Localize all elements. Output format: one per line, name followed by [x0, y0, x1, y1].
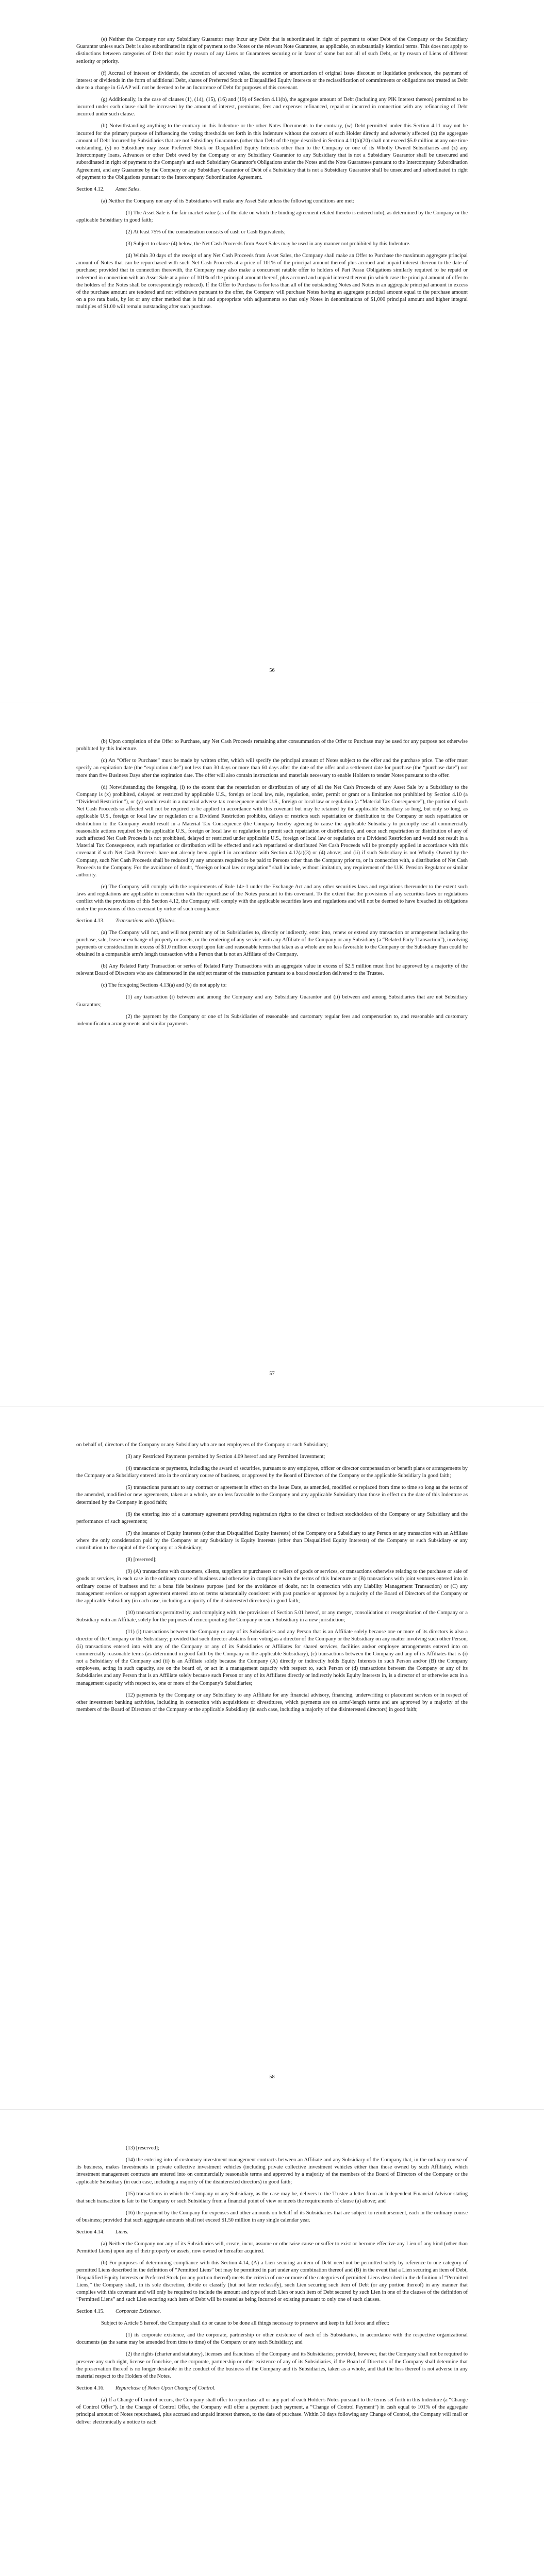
section-title: Repurchase of Notes Upon Change of Control. [116, 2385, 216, 2392]
page-59-body [76, 2145, 468, 2431]
page-57 [0, 703, 544, 1406]
section-number: Section 4.15. [76, 2309, 105, 2315]
paragraph: (g) Additionally, in the case of clauses (1), (14), (15), (16) and (19) of Section 4.11(b), the aggregate amount of Debt (including any PIK Interest thereon) permitted to be incurred under each clause shall be increased by the amount of interest, premiums, fees and expenses refinanced, repaid or incurred in connection with any refinancing of Debt incurred under such clause. [76, 97, 468, 117]
page-56-body [76, 36, 468, 315]
paragraph: (1) The Asset Sale is for fair market value (as of the date on which the binding agreement related thereto is entered into), as determined by the Company or the applicable Subsidiary in good faith; [76, 210, 468, 224]
paragraph: (c) The foregoing Sections 4.13(a) and (b) do not apply to: [101, 982, 227, 989]
paragraph: (4) transactions or payments, including the award of securities, pursuant to any employee, officer or director compensation or benefit plans or arrangements by the Company or a Subsidiary entered into in the ordinary course of business, or approved by the Board of Directors of the Company or the applicable Subsidiary in good faith; [76, 1466, 468, 1479]
paragraph: (6) the entering into of a customary agreement providing registration rights to the direct or indirect stockholders of the Company or any Subsidiary and the performance of such agreements; [76, 1511, 468, 1524]
section-number: Section 4.12. [76, 186, 105, 192]
section-heading [76, 186, 468, 193]
paragraph: (15) transactions in which the Company or any Subsidiary, as the case may be, delivers to the Trustee a letter from an Independent Financial Advisor stating that such transaction is fair to the Company or such Subsidiary from a financial point of view or meets the requirements of clause (a) above; and [76, 2191, 468, 2204]
section-number: Section 4.16. [76, 2385, 105, 2392]
paragraph: (e) The Company will comply with the requirements of Rule 14e-1 under the Exchange Act and any other securities laws and regulations thereunder to the extent such laws and regulations are applicable in connection with the repurchase of the Notes pursuant to this covenant. To the extent that the provisions of any securities laws or regulations conflict with the provisions of this Section 4.12, the Company will comply with the applicable securities laws and regulations and will not be deemed to have breached its obligations under the provisions of this covenant by virtue of such compliance. [76, 884, 468, 912]
paragraph: (10) transactions permitted by, and complying with, the provisions of Section 5.01 hereof, or any merger, consolidation or reorganization of the Company or a Subsidiary with an Affiliate, solely for the purposes of reincorporating the Company or such Subsidiary in a new jurisdiction; [76, 1610, 468, 1623]
paragraph: (b) Upon completion of the Offer to Purchase, any Net Cash Proceeds remaining after consummation of the Offer to Purchase may be used for any purpose not otherwise prohibited by this Indenture. [76, 739, 468, 752]
paragraph: (a) Neither the Company nor any of its Subsidiaries will, create, incur, assume or otherwise cause or suffer to exist or become effective any Lien of any kind (other than Permitted Liens) upon any of their property or assets, now owned or hereafter acquired. [76, 2241, 468, 2255]
paragraph: (16) the payment by the Company for expenses and other amounts on behalf of its Subsidiaries that are subject to reimbursement, each in the ordinary course of business; provided that such aggregate amounts shall not exceed $1.50 million in any single calendar year. [76, 2210, 468, 2224]
section-number: Section 4.13. [76, 918, 105, 924]
paragraph: (2) At least 75% of the consideration consists of cash or Cash Equivalents; [126, 229, 286, 235]
paragraph: (1) any transaction (i) between and among the Company and any Subsidiary Guarantor and (ii) between and among Subsidiaries that are not Subsidiary Guarantors; [76, 994, 468, 1008]
paragraph: (14) the entering into of customary investment management contracts between an Affiliate and any Subsidiary of the Company that, in the ordinary course of its business, makes Investments in private collective investment vehicles (including private collective investment vehicles either than those owned by such Affiliate), which investment management contracts are entered into on commercially reasonable terms and approved by a majority of the members of the Board of Directors of the Company or the applicable Subsidiary (in each case, including a majority of the disinterested directors) in good faith; [76, 2157, 468, 2185]
paragraph: Subject to Article 5 hereof, the Company shall do or cause to be done all things necessary to preserve and keep in full force and effect: [101, 2320, 389, 2327]
paragraph: (c) An “Offer to Purchase” must be made by written offer, which will specify the principal amount of Notes subject to the offer and the purchase price. The offer must specify an expiration date (the “expiration date”) not less than 30 days or more than 60 days after the date of the offer and a settlement date for purchase (the “purchase date”) not more than five Business Days after the expiration date. The offer will also contain instructions and materials necessary to enable Holders to tender Notes pursuant to the offer. [76, 758, 468, 778]
paragraph: (a) Neither the Company nor any of its Subsidiaries will make any Asset Sale unless the following conditions are met: [101, 198, 354, 204]
section-number: Section 4.14. [76, 2229, 105, 2235]
page-58 [0, 1406, 544, 2110]
page-number: 57 [269, 1371, 275, 1377]
paragraph: (3) Subject to clause (4) below, the Net Cash Proceeds from Asset Sales may be used in any manner not prohibited by this Indenture. [126, 241, 410, 247]
paragraph: (13) [reserved]; [126, 2145, 159, 2151]
paragraph: (f) Accrual of interest or dividends, the accretion of accreted value, the accretion or amortization of original issue discount or liquidation preference, the payment of interest or dividends in the form of additional Debt, shares of Preferred Stock or Disqualified Equity Interests or the reclassification of commitments or obligations not treated as Debt due to a change in GAAP will not be deemed to be an Incurrence of Debt for purposes of this covenant. [76, 70, 468, 91]
paragraph: (1) its corporate existence, and the corporate, partnership or other existence of each of its Subsidiaries, in accordance with the respective organizational documents (as the same may be amended from time to time) of the Company or any such Subsidiary; and [76, 2332, 468, 2346]
paragraph: (4) Within 30 days of the receipt of any Net Cash Proceeds from Asset Sales, the Company shall make an Offer to Purchase the maximum aggregate principal amount of Notes that can be repurchased with such Net Cash Proceeds at a price of 101% of the principal amount thereof plus accrued and unpaid interest thereon to the date of purchase; provided that in connection therewith, the Company may also make a concurrent ratable offer to holders of Pari Passu Obligations similarly required to be repaid or redeemed in connection with an Asset Sale at a price of 101% of the principal amount thereof, plus accrued and unpaid interest thereon (in which case the principal amount of offer to the holders of the Notes shall be correspondingly reduced). If the Offer to Purchase is for less than all of the outstanding Notes and Notes in an aggregate principal amount in excess of the purchase amount are tendered and not withdrawn pursuant to the offer, the Company will purchase Notes having an aggregate principal amount equal to the purchase amount on a pro rata basis, by lot or any other method that is fair and appropriate with adjustments so that only Notes in denominations of $1,000 principal amount and higher integral multiples of $1.00 will remain outstanding after such purchase. [76, 253, 468, 310]
paragraph: (a) The Company will not, and will not permit any of its Subsidiaries to, directly or indirectly, enter into, renew or extend any transaction or arrangement including the purchase, sale, lease or exchange of property or assets, or the rendering of any service with any Affiliate of the Company or any Subsidiary (a “Related Party Transaction”), involving payments or consideration in excess of $1.0 million except upon fair and reasonable terms that taken as a whole are no less favorable to the Company or the Subsidiary than could be obtained in a comparable arm's length transaction with a Person that is not an Affiliate of the Company. [76, 929, 468, 958]
paragraph: (5) transactions pursuant to any contract or agreement in effect on the Issue Date, as amended, modified or replaced from time to time so long as the terms of the amended, modified or new agreements, taken as a whole, are no less favorable to the Company and any applicable Subsidiary than those in effect on the date of this Indenture as determined by the Company in good faith; [76, 1485, 468, 1505]
section-title: Corporate Existence. [116, 2309, 161, 2315]
paragraph: (2) the rights (charter and statutory), licenses and franchises of the Company and its Subsidiaries; provided, however, that the Company shall not be required to preserve any such right, license or franchise, or the corporate, partnership or other existence of any of its Subsidiaries, if the Board of Directors of the Company shall determine that the preservation thereof is no longer desirable in the conduct of the business of the Company and its Subsidiaries, taken as a whole, and that the loss thereof is not adverse in any material respect to the Holders of the Notes. [76, 2351, 468, 2380]
paragraph: (12) payments by the Company or any Subsidiary to any Affiliate for any financial advisory, financing, underwriting or placement services or in respect of other investment banking activities, including in connection with acquisitions or divestitures, which payments are on arms'-length terms and are approved by a majority of the members of the Board of Directors of the Company or the applicable Subsidiary (in each case, including a majority of the disinterested directors) in good faith; [76, 1692, 468, 1713]
section-heading [76, 2308, 468, 2315]
page-number: 58 [269, 2074, 275, 2080]
section-title: Asset Sales. [116, 186, 141, 192]
paragraph: (a) If a Change of Control occurs, the Company shall offer to repurchase all or any part of each Holder's Notes pursuant to the terms set forth in this Indenture (a “Change of Control Offer”). In the Change of Control Offer, the Company will offer a payment (such payment, a “Change of Control Payment”) in cash equal to 101% of the aggregate principal amount of Notes repurchased, plus accrued and unpaid interest thereon, to the date of purchase. Within 30 days following any Change of Control, the Company will mail or deliver electronically a notice to each [76, 2397, 468, 2425]
paragraph: (9) (A) transactions with customers, clients, suppliers or purchasers or sellers of goods or services, or transactions otherwise relating to the purchase or sale of goods or services, in each case in the ordinary course of business and otherwise in compliance with the terms of this Indenture or (B) transactions with joint ventures entered into in ordinary course of business and for a bona fide business purpose (and for the avoidance of doubt, not in connection with any Liability Management Transaction) or (C) any management services or support agreement entered into on terms substantially consistent with past practice or approved by a majority of the Board of Directors of the Company or the applicable Subsidiary (in each case, including a majority of the disinterested directors) in good faith; [76, 1569, 468, 1604]
section-title: Transactions with Affiliates. [116, 918, 176, 924]
page-58-body [76, 1442, 468, 1718]
paragraph: (3) any Restricted Payments permitted by Section 4.09 hereof and any Permitted Investment; [126, 1454, 325, 1460]
page-number: 56 [269, 668, 275, 673]
page-57-body [76, 738, 468, 1032]
paragraph: (h) Notwithstanding anything to the contrary in this Indenture or the other Notes Documents to the contrary, (w) Debt permitted under this Section 4.11 may not be incurred for the primary purpose of influencing the voting thresholds set forth in this Indenture without the consent of each Holder directly and adversely affected (x) the aggregate amount of Debt Incurred by Subsidiaries that are not Subsidiary Guarantors (other than Debt of the type described in Section 4.11(b)(20) shall not exceed $5.0 million at any one time outstanding, (y) no Subsidiary may issue Preferred Stock or Disqualified Equity Interests other than to the Company or one of its Wholly Owned Subsidiaries and (z) any Intercompany loans, Advances or other Debt owed by the Company or any Subsidiary Guarantor to any Subsidiary that is not a Subsidiary Guarantor shall be unsecured and subordinated in right of payment to the Company's and each Subsidiary Guarantor's Obligations under the Notes and the Note Guarantees pursuant to the Intercompany Subordination Agreement, and any Guarantee by the Company or any Subsidiary Guarantor of Debt of a Subsidiary that is not a Subsidiary Guarantor shall be unsecured and subordinated in right of payment to the Obligations pursuant to the Intercompany Subordination Agreement. [76, 123, 468, 180]
paragraph: (8) [reserved]; [126, 1557, 157, 1563]
page-56 [0, 0, 544, 703]
paragraph: (7) the issuance of Equity Interests (other than Disqualified Equity Interests) of the Company or a Subsidiary to any Person or any transaction with an Affiliate where the only consideration paid by the Company or any Subsidiary is Equity Interests (other than Disqualified Equity Interests) of the Company or such Subsidiary or any contribution to the capital of the Company or a Subsidiary; [76, 1530, 468, 1551]
section-heading [76, 918, 468, 925]
paragraph: (11) (i) transactions between the Company or any of its Subsidiaries and any Person that is an Affiliate solely because one or more of its directors is also a director of the Company or the Subsidiary; provided that such director abstains from voting as a director of the Company or the Subsidiary on any matter involving such other Person, (ii) transactions entered into with any of the Company or any of its Subsidiaries or Affiliates for shared services, facilities and/or employee arrangements entered into on commercially reasonable terms (as determined in good faith by the Company or the applicable Subsidiary), (c) transactions between the Company and any of its Affiliates that is (i) not a Subsidiary of the Company and (ii) is an Affiliate solely because the Company (A) directly or indirectly holds Equity Interests in such Person and/or (B) the Company employees, acting in such capacity, are on the board of, or act in a management capacity with respect to, such Person or (d) transactions between the Company or any of its Subsidiaries and any Person that is an Affiliate solely because such Person or any of its Affiliates directly or indirectly holds Equity Interests in, is a director of or otherwise acts in a management capacity with respect to, one or more of the Company's Subsidiaries; [76, 1629, 468, 1686]
paragraph: (2) the payment by the Company or one of its Subsidiaries of reasonable and customary regular fees and compensation to, and reasonable and customary indemnification arrangements and similar payments [76, 1013, 468, 1027]
section-heading [76, 2385, 468, 2392]
paragraph: on behalf of, directors of the Company or any Subsidiary who are not employees of the Company or such Subsidiary; [76, 1442, 328, 1448]
paragraph: (d) Notwithstanding the foregoing, (i) to the extent that the repatriation or distribution of any of all the Net Cash Proceeds of any Asset Sale by a Subsidiary to the Company is (x) prohibited, delayed or restricted by applicable U.S., foreign or local law, rule, regulation, order, permit or grant or a limitation not prohibited by Section 4.10 (a “Dividend Restriction”), or (y) would result in a material adverse tax consequence under U.S., foreign or local law or regulation (a “Material Tax Consequence”), the portion of such Net Cash Proceeds so affected will not be required to be applied in accordance with this covenant but may be retained by the applicable Subsidiary so long, but only so long, as applicable U.S., foreign or local law or regulation or a Dividend Restriction prohibits, delays or restricts such repatriation or distribution to the Company or such repatriation or distribution to the Company would result in a Material Tax Consequence (the Company hereby agreeing to cause the applicable Subsidiary to promptly use all commercially reasonable actions required by the applicable U.S., foreign or local law or regulation to permit such repatriation or distribution), and once such repatriation or distribution of any of such affected Net Cash Proceeds is not prohibited, delayed or restricted under applicable U.S., foreign or local law or regulation or a Dividend Restriction and would not result in a Material Tax Consequence, such repatriation or distribution will be effected and such repatriated or distributed Net Cash Proceeds will be promptly applied in accordance with this covenant if such Net Cash Proceeds have not already been applied in accordance with Section 4.12(a)(3) or (4) above; and (ii) if such Subsidiary is not Wholly Owned by the Company, such Net Cash Proceeds shall be reduced by any amounts required to be paid to Persons other than the Company prior to, or in connection with, a distribution of Net Cash Proceeds to the Company. For the avoidance of doubt, “foreign or local law or regulation” shall include, without limitation, any requirement of the U.K. Pension Regulator or similar authority. [76, 784, 468, 878]
paragraph: (b) Any Related Party Transaction or series of Related Party Transactions with an aggregate value in excess of $2.5 million must first be approved by a majority of the relevant Board of Directors who are disinterested in the subject matter of the transaction pursuant to a board resolution delivered to the Trustee. [76, 963, 468, 977]
section-title: Liens. [116, 2229, 129, 2235]
section-heading [76, 2229, 468, 2236]
paragraph: (e) Neither the Company nor any Subsidiary Guarantor may Incur any Debt that is subordinated in right of payment to other Debt of the Company or the Subsidiary Guarantor unless such Debt is also subordinated in right of payment to the Notes or the relevant Note Guarantee, as applicable, on substantially identical terms. This does not apply to distinctions between categories of Debt that exist by reason of any Liens or Guarantees securing or in favor of some but not all of such Debt, or by reason of Liens of different seniority or priority. [76, 37, 468, 64]
page-59 [0, 2110, 544, 2576]
paragraph: (b) For purposes of determining compliance with this Section 4.14, (A) a Lien securing an item of Debt need not be permitted solely by reference to one category of permitted Liens described in the definition of “Permitted Liens” but may be permitted in part under any combination thereof and (B) in the event that a Lien securing an item of Debt, Disqualified Equity Interests or Preferred Stock (or any portion thereof) meets the criteria of one or more of the categories of permitted Liens described in the definition of “Permitted Liens,” the Company shall, in its sole discretion, divide or classify (but not later reclassify), such Lien securing such item of Debt (or any portion thereof) in any manner that complies with this covenant and will only be required to include the amount and type of such Lien or such item of Debt secured by such Lien in one of the clauses of the definition of “Permitted Liens” and such Lien securing such item of Debt will be treated as being Incurred or existing pursuant to only one of such clauses. [76, 2260, 468, 2303]
